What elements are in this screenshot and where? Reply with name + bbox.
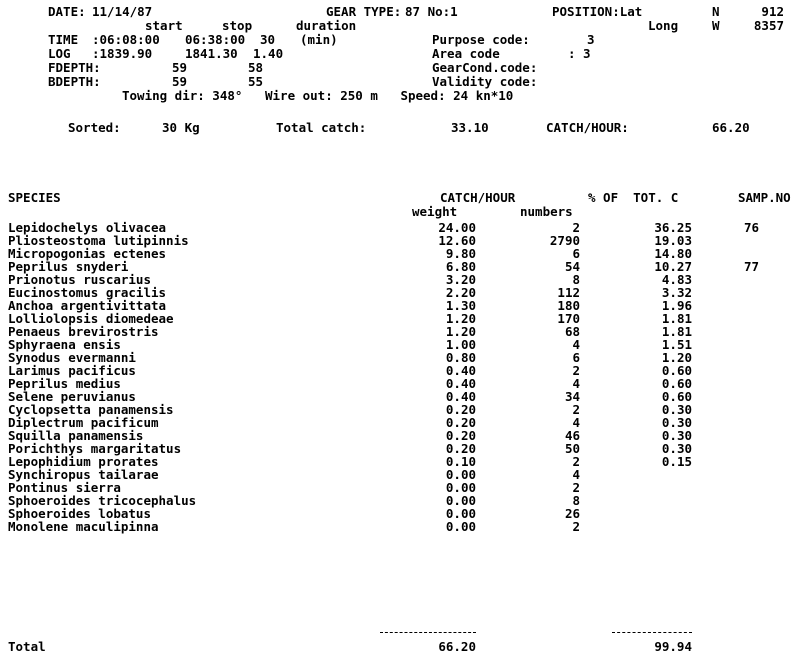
position-label: POSITION:Lat [552,4,643,19]
numbers-value: 8 [572,272,580,287]
lat-value: 912 [761,4,784,19]
fdepth-label: FDEPTH: [48,60,101,75]
bdepth-label: BDEPTH: [48,74,101,89]
catch-per-hour-column-header: CATCH/HOUR [440,190,516,205]
species-name: Monolene maculipinna [8,519,159,534]
gear-condition-label: GearCond.code: [432,60,538,75]
species-name: Synodus evermanni [8,350,136,365]
weight-value: 1.20 [445,311,476,326]
sorted-value: 30 Kg [162,120,200,135]
percent-value: 3.32 [661,285,692,300]
species-name: Sphyraena ensis [8,337,121,352]
species-name: Anchoa argentivittata [8,298,167,313]
total-catch-label: Total catch: [276,120,367,135]
numbers-value: 34 [564,389,580,404]
lat-hemisphere: N [712,4,720,19]
total-percent: 99.94 [654,639,692,654]
gear-type-label: GEAR TYPE: [326,4,402,19]
fdepth-stop: 58 [248,60,264,75]
time-unit: (min) [300,32,338,47]
species-name: Squilla panamensis [8,428,144,443]
species-name: Cyclopsetta panamensis [8,402,174,417]
weight-value: 2.20 [445,285,476,300]
numbers-value: 6 [572,350,580,365]
weight-value: 0.40 [445,376,476,391]
numbers-value: 2 [572,363,580,378]
species-name: Micropogonias ectenes [8,246,167,261]
bdepth-stop: 55 [248,74,264,89]
numbers-value: 170 [557,311,580,326]
species-name: Sphoeroides tricocephalus [8,493,197,508]
weight-value: 0.00 [445,493,476,508]
numbers-value: 2 [572,519,580,534]
weight-total-rule [380,632,476,633]
gear-type-value: 87 No:1 [405,4,458,19]
numbers-value: 2 [572,402,580,417]
time-stop: 06:38:00 [185,32,246,47]
weight-value: 3.20 [445,272,476,287]
weight-value: 1.30 [445,298,476,313]
long-hemisphere: W [712,18,720,33]
numbers-value: 2 [572,220,580,235]
col-duration-header: duration [296,18,357,33]
weight-value: 0.00 [445,480,476,495]
species-name: Lolliolopsis diomedeae [8,311,174,326]
species-name: Pontinus sierra [8,480,121,495]
area-code-value: : 3 [568,46,591,61]
time-label: TIME [48,32,79,47]
weight-value: 0.10 [445,454,476,469]
total-weight: 66.20 [438,639,476,654]
log-stop: 1841.30 [185,46,238,61]
purpose-code-value: 3 [587,32,595,47]
percent-value: 1.96 [661,298,692,313]
total-catch-value: 33.10 [451,120,489,135]
numbers-value: 2 [572,480,580,495]
weight-value: 0.20 [445,428,476,443]
weight-value: 0.20 [445,402,476,417]
table-row [0,520,800,533]
weight-value: 0.00 [445,519,476,534]
numbers-value: 2790 [549,233,580,248]
percent-value: 1.20 [661,350,692,365]
percent-value: 36.25 [654,220,692,235]
catch-per-hour-label: CATCH/HOUR: [546,120,629,135]
numbers-value: 4 [572,376,580,391]
weight-value: 1.00 [445,337,476,352]
catch-per-hour-value: 66.20 [712,120,750,135]
fdepth-start: 59 [172,60,188,75]
sorted-label: Sorted: [68,120,121,135]
weight-value: 9.80 [445,246,476,261]
weight-value: 6.80 [445,259,476,274]
date-value: 11/14/87 [92,4,153,19]
percent-value: 1.81 [661,324,692,339]
percent-of-total-column-header: % OF TOT. C [588,190,679,205]
weight-column-header: weight [412,204,458,219]
percent-value: 14.80 [654,246,692,261]
purpose-code-label: Purpose code: [432,32,530,47]
numbers-value: 180 [557,298,580,313]
percent-value: 0.30 [661,441,692,456]
percent-total-rule [612,632,692,633]
weight-value: 1.20 [445,324,476,339]
towing-info-line: Towing dir: 348° Wire out: 250 m Speed: 24 kn*10 [122,88,514,103]
log-start: :1839.90 [92,46,153,61]
numbers-value: 68 [564,324,580,339]
percent-value: 0.60 [661,376,692,391]
sample-number-value: 77 [744,259,760,274]
long-value: 8357 [753,18,784,33]
weight-value: 0.80 [445,350,476,365]
weight-value: 12.60 [438,233,476,248]
numbers-value: 54 [564,259,580,274]
weight-value: 0.20 [445,441,476,456]
bdepth-start: 59 [172,74,188,89]
weight-value: 0.00 [445,467,476,482]
species-name: Synchiropus tailarae [8,467,159,482]
species-name: Diplectrum pacificum [8,415,159,430]
species-name: Lepophidium prorates [8,454,159,469]
percent-value: 19.03 [654,233,692,248]
numbers-value: 2 [572,454,580,469]
species-name: Peprilus snyderi [8,259,129,274]
species-name: Pliosteostoma lutipinnis [8,233,189,248]
numbers-value: 4 [572,467,580,482]
log-difference: 1.40 [253,46,284,61]
numbers-value: 6 [572,246,580,261]
numbers-value: 112 [557,285,580,300]
percent-value: 1.81 [661,311,692,326]
log-label: LOG [48,46,71,61]
weight-value: 0.20 [445,415,476,430]
weight-value: 24.00 [438,220,476,235]
species-name: Penaeus brevirostris [8,324,159,339]
species-name: Lepidochelys olivacea [8,220,167,235]
weight-value: 0.40 [445,389,476,404]
species-name: Prionotus ruscarius [8,272,151,287]
date-label: DATE: [48,4,86,19]
percent-value: 0.30 [661,428,692,443]
numbers-value: 46 [564,428,580,443]
sample-number-value: 76 [744,220,760,235]
percent-value: 4.83 [661,272,692,287]
long-label: Long [648,18,679,33]
weight-value: 0.00 [445,506,476,521]
percent-value: 1.51 [661,337,692,352]
numbers-value: 4 [572,337,580,352]
percent-value: 10.27 [654,259,692,274]
total-label: Total [8,639,46,654]
sample-number-column-header: SAMP.NO [738,190,791,205]
col-stop-header: stop [222,18,253,33]
area-code-label: Area code [432,46,500,61]
weight-value: 0.40 [445,363,476,378]
species-column-header: SPECIES [8,190,61,205]
percent-value: 0.60 [661,389,692,404]
percent-value: 0.15 [661,454,692,469]
species-name: Sphoeroides lobatus [8,506,151,521]
validity-code-label: Validity code: [432,74,538,89]
species-name: Peprilus medius [8,376,121,391]
numbers-value: 8 [572,493,580,508]
numbers-value: 26 [564,506,580,521]
percent-value: 0.30 [661,402,692,417]
species-name: Eucinostomus gracilis [8,285,167,300]
time-duration: 30 [260,32,276,47]
percent-value: 0.60 [661,363,692,378]
time-start: :06:08:00 [92,32,160,47]
species-name: Larimus pacificus [8,363,136,378]
species-name: Selene peruvianus [8,389,136,404]
numbers-value: 4 [572,415,580,430]
numbers-column-header: numbers [520,204,573,219]
numbers-value: 50 [564,441,580,456]
col-start-header: start [145,18,183,33]
species-name: Porichthys margaritatus [8,441,182,456]
percent-value: 0.30 [661,415,692,430]
